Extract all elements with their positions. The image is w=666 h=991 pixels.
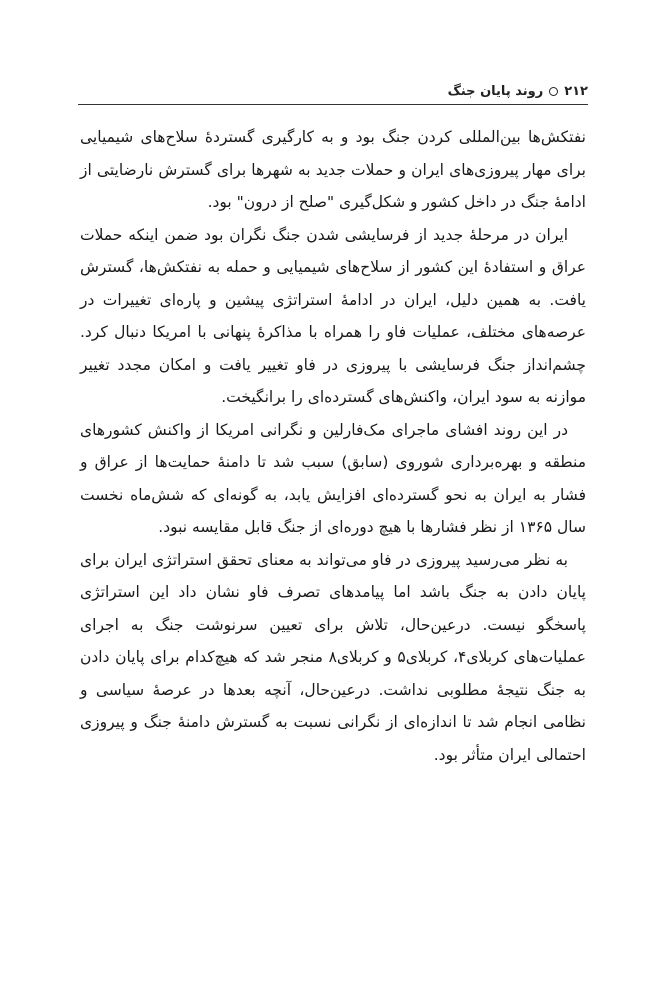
- paragraph-2: ایران در مرحلهٔ جدید از فرسایشی شدن جنگ نگران بود ضمن اینکه حملات عراق و استفادهٔ این کشور از سلاح‌های شیمیایی و حمله به نفتکش‌ها، گسترش یافت. به همین دلیل، ایران در ادامهٔ استراتژی پیشین و پاره‌ای تغییرات در عرصه‌های مختلف، عملیات فاو را همراه با مذاکرهٔ پنهانی با امریکا دنبال کرد. چشم‌انداز جنگ فرسایشی با پیروزی در فاو تغییر یافت و امکان مجدد تغییر موازنه به سود ایران، واکنش‌های گسترده‌ای را برانگیخت.: [80, 225, 586, 406]
- paragraph-4: به نظر می‌رسید پیروزی در فاو می‌تواند به معنای تحقق استراتژی ایران برای پایان دادن به جنگ باشد اما پیامدهای تصرف فاو نشان داد این استراتژی پاسخگو نیست. درعین‌حال، تلاش برای تعیین سرنوشت جنگ به اجرای عملیات‌های کربلای۴، کربلای۵ و کربلای۸ منجر شد که هیچ‌کدام برای پایان دادن به جنگ نتیجهٔ مطلوبی نداشت. درعین‌حال، آنچه بعدها در عرصهٔ سیاسی و نظامی انجام شد تا اندازه‌ای از نگرانی نسبت به گسترش دامنهٔ جنگ و پیروزی احتمالی ایران متأثر بود.: [80, 550, 587, 764]
- paragraph-3: در این روند افشای ماجرای مک‌فارلین و نگرانی امریکا از واکنش کشورهای منطقه و بهره‌برداری شوروی (سابق) سبب شد تا دامنهٔ حمایت‌ها از عراق و فشار به ایران به نحو گسترده‌ای افزایش یابد، به گونه‌ای که شش‌ماه نخست سال ۱۳۶۵ از نظر فشارها با هیچ دوره‌ای از جنگ قابل مقایسه نبود.: [80, 420, 586, 536]
- circle-ornament-icon: [549, 87, 558, 96]
- running-header: [78, 78, 588, 104]
- running-title: روند پایان جنگ: [447, 83, 544, 99]
- header-rule: [78, 104, 588, 105]
- paragraph-1: نفتکش‌ها بین‌المللی کردن جنگ بود و به کارگیری گستردهٔ سلاح‌های شیمیایی برای مهار پیروزی‌های ایران و حملات جدید به شهرها برای گسترش نارضایتی از ادامهٔ جنگ در داخل کشور و شکل‌گیری "صلح از درون" بود.: [80, 128, 586, 211]
- body-text: [80, 121, 586, 771]
- page-number: ۲۱۲: [564, 83, 588, 99]
